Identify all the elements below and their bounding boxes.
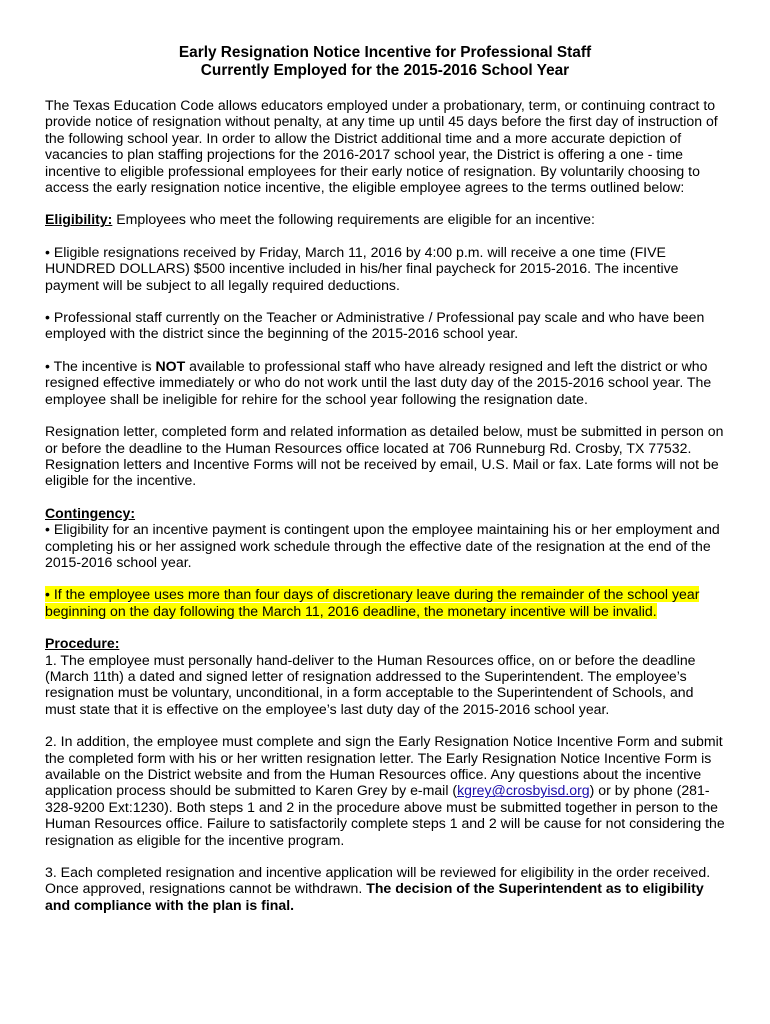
bullet-3-not: NOT (155, 357, 186, 374)
step-3-pre: 3. Each completed resignation and incentive application will be reviewed for eligibility in the order received. Once approved, resignations cannot be withdrawn. (45, 864, 711, 897)
intro-paragraph: The Texas Education Code allows educators employed under a probationary, term, or continuing contract to provide notice of resignation without penalty, at any time up until 45 days before the first day of instruction of the following school year. In order to allow the District additional time and a more accurate depiction of vacancies to plan staffing projections for the 2016-2017 school year, the District is offering a one - time incentive to eligible professional employees for their early notice of resignation. By voluntarily choosing to access the early resignation notice incentive, the eligible employee agrees to the terms outlined below: (45, 97, 718, 196)
eligibility-bullet-3 (45, 358, 725, 407)
title-line-2: Currently Employed for the 2015-2016 School Year (200, 62, 570, 79)
procedure-step-3 (45, 864, 725, 913)
step-3-bold: The decision of the Superintendent as to eligibility and compliance with the plan is final. (45, 880, 704, 913)
eligibility-heading: Eligibility: (45, 211, 113, 228)
eligibility-bullet-2: • Professional staff currently on the Teacher or Administrative / Professional pay scale and who have been employed with the district since the beginning of the 2015-2016 school year. (45, 309, 705, 342)
contingency-bullet-1: • Eligibility for an incentive payment is contingent upon the employee maintaining his or her employment and completing his or her assigned work schedule through the effective date of the resignation at the end of the 2015-2016 school year. (45, 521, 720, 570)
email-link[interactable]: kgrey@crosbyisd.org (457, 782, 590, 799)
procedure-section (45, 635, 725, 717)
procedure-step-2 (45, 733, 725, 848)
bullet-3-post: available to professional staff who have already resigned and left the district or who resigned effective immediately or who do not work until the last duty day of the 2015-2016 school year. The employee shall be ineligible for rehire for the school year following the resignation date. (45, 357, 712, 407)
highlighted-leave-rule: • If the employee uses more than four days of discretionary leave during the remainder of the school year beginning on the day following the March 11, 2016 deadline, the monetary incentive will be invalid. (45, 586, 700, 619)
step-2-post: ) or by phone (281-328-9200 Ext:1230). Both steps 1 and 2 in the procedure above must be submitted together in person to the Human Resources office. Failure to satisfactorily complete steps 1 and 2 will be cause for not considering the resignation as eligible for the incentive program. (45, 782, 725, 848)
procedure-step-1: 1. The employee must personally hand-deliver to the Human Resources office, on or before the deadline (March 11th) a dated and signed letter of resignation addressed to the Superintendent. The employee’s resignation must be voluntary, unconditional, in a form acceptable to the Superintendent of Schools, and must state that it is effective on the employee’s last duty day of the 2015-2016 school year. (45, 651, 696, 717)
title-line-1: Early Resignation Notice Incentive for Professional Staff (178, 44, 592, 61)
contingency-heading: Contingency: (45, 504, 136, 521)
submission-paragraph: Resignation letter, completed form and related information as detailed below, must be submitted in person on or before the deadline to the Human Resources office located at 706 Runneburg Rd. Crosby, TX 77532. Resignation letters and Incentive Forms will not be received by email, U.S. Mail or fax. Late forms will not be eligible for the incentive. (45, 423, 724, 489)
bullet-3-pre: • The incentive is (45, 357, 156, 374)
contingency-section (45, 505, 725, 571)
contingency-bullet-2 (45, 586, 725, 619)
document-title (45, 44, 725, 80)
procedure-heading: Procedure: (45, 635, 120, 652)
eligibility-bullet-1: • Eligible resignations received by Friday, March 11, 2016 by 4:00 p.m. will receive a one time (FIVE HUNDRED DOLLARS) $500 incentive included in his/her final paycheck for 2015-2016. The incentive payment will be subject to all legally required deductions. (45, 243, 679, 293)
step-2-pre: 2. In addition, the employee must complete and sign the Early Resignation Notice Incentive Form and submit the completed form with his or her written resignation letter. The Early Resignation Notice Incentive Form is available on the District website and from the Human Resources office. Any questions about the incentive application process should be submitted to Karen Grey by e-mail ( (45, 733, 723, 799)
eligibility-lead (45, 211, 725, 227)
eligibility-lead-text: Employees who meet the following requirements are eligible for an incentive: (112, 211, 595, 228)
